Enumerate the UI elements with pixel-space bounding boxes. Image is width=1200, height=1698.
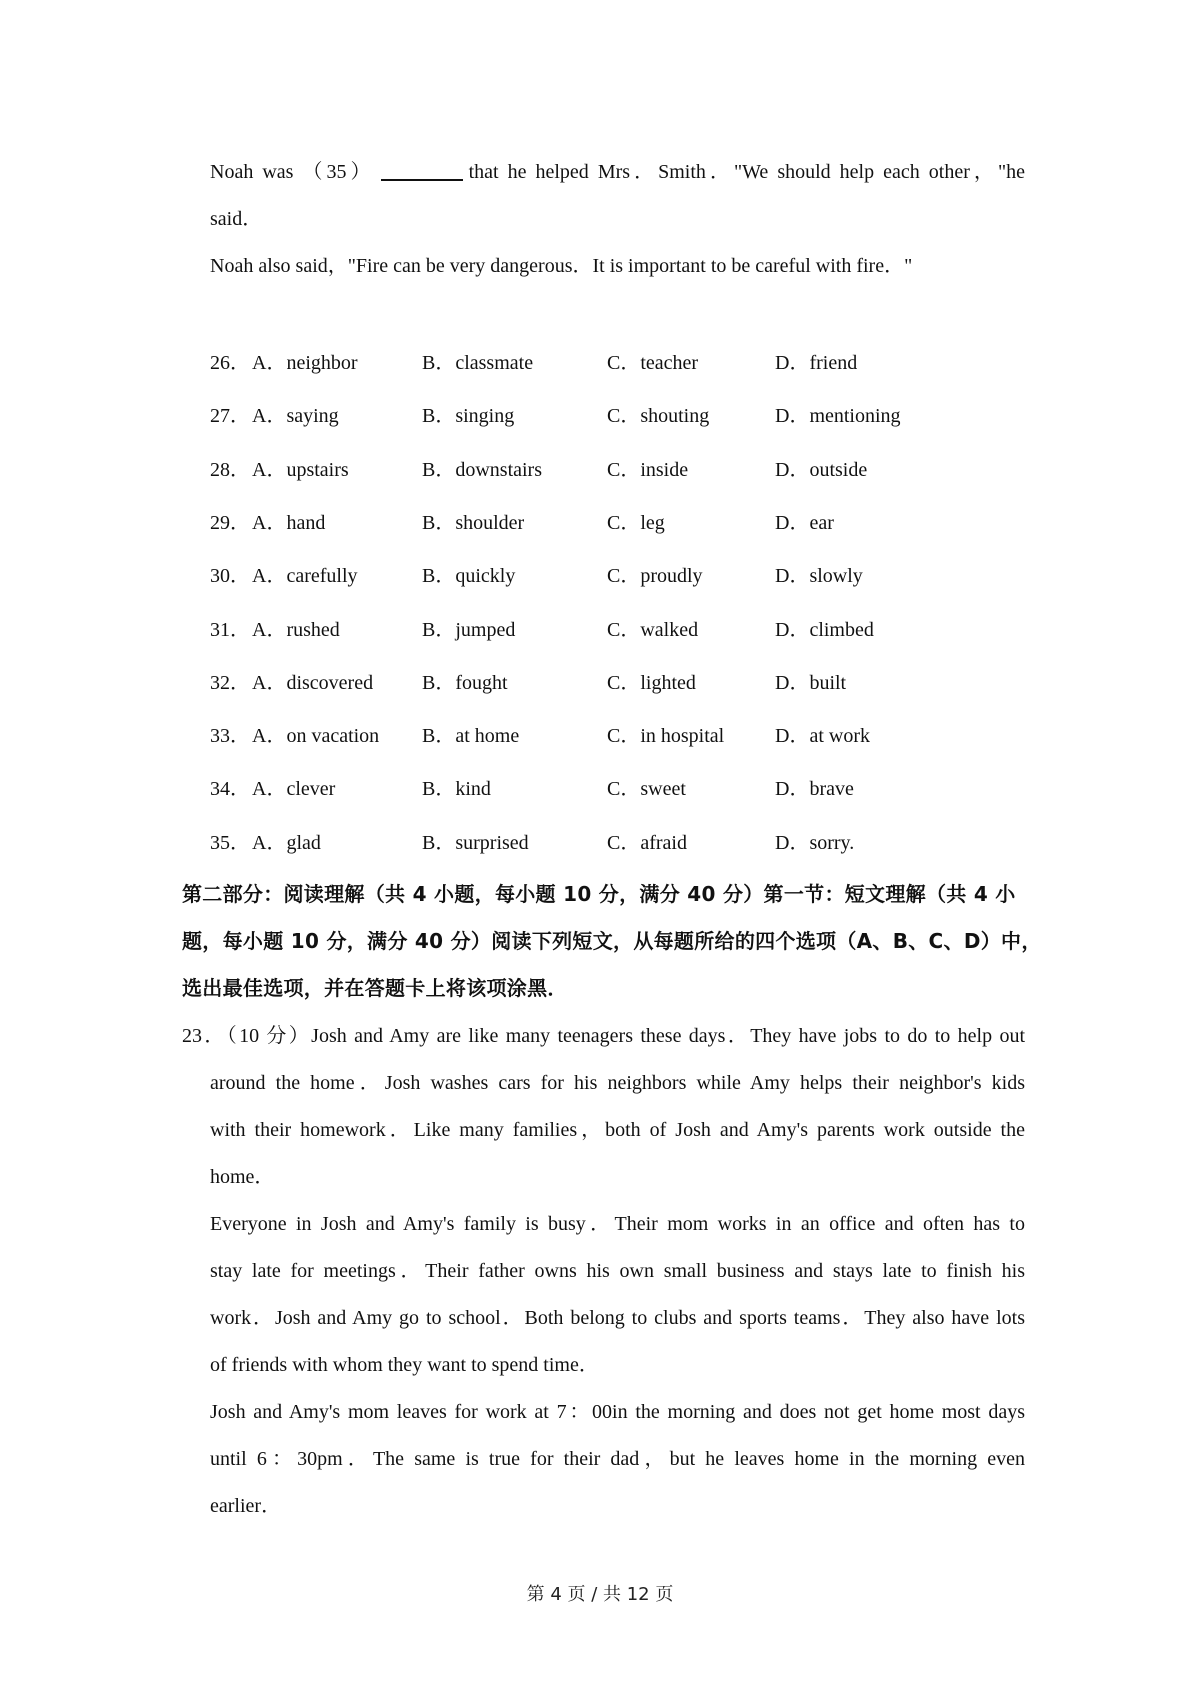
option-c: C．in hospital (607, 725, 725, 747)
option-a: A．clever (252, 778, 336, 800)
page-footer: 第 4 页 / 共 12 页 (526, 1584, 674, 1605)
option-d: D．slowly (775, 565, 863, 587)
option-b: B．downstairs (422, 459, 542, 481)
question-number: 29． (210, 512, 250, 534)
option-b: B．at home (422, 725, 520, 747)
option-d: D．mentioning (775, 405, 901, 427)
option-b: B．singing (422, 405, 515, 427)
option-a: A．hand (252, 512, 326, 534)
q23-line-11: earlier． (210, 1495, 282, 1517)
option-b: B．fought (422, 672, 508, 694)
option-a: A．upstairs (252, 459, 349, 481)
section-title-line-2: 题，每小题 10 分，满分 40 分）阅读下列短文，从每题所给的四个选项（A、B、C、D）中， (182, 929, 1042, 953)
question-number: 30． (210, 565, 250, 587)
answer-blank-35 (381, 161, 463, 181)
option-c: C．leg (607, 512, 665, 534)
option-c: C．sweet (607, 778, 686, 800)
passage-line-3: Noah also said，"Fire can be very dangerous．It is important to be careful with fire．" (210, 255, 913, 277)
option-c: C．proudly (607, 565, 703, 587)
q23-line-5: Everyone in Josh and Amy's family is busy．Their mom works in an office and often has to (210, 1213, 1025, 1235)
option-c: C．inside (607, 459, 689, 481)
option-c: C．lighted (607, 672, 696, 694)
passage-line-2: said． (210, 208, 263, 230)
question-number: 34． (210, 778, 250, 800)
passage-line-1-post: that he helped Mrs．Smith．"We should help each other，"he (468, 161, 1025, 183)
option-a: A．on vacation (252, 725, 380, 747)
option-a: A．glad (252, 832, 321, 854)
passage-line-1-pre: Noah was （35） (210, 161, 375, 183)
option-d: D．ear (775, 512, 834, 534)
q23-line-1: 23．（10 分）Josh and Amy are like many teenagers these days．They have jobs to do to help out (182, 1025, 1025, 1047)
question-number: 28． (210, 459, 250, 481)
option-c: C．walked (607, 619, 699, 641)
option-c: C．teacher (607, 352, 699, 374)
option-a: A．discovered (252, 672, 374, 694)
option-b: B．jumped (422, 619, 516, 641)
option-d: D．built (775, 672, 847, 694)
option-a: A．neighbor (252, 352, 358, 374)
section-title-line-3: 选出最佳选项，并在答题卡上将该项涂黑． (182, 976, 568, 1000)
q23-line-6: stay late for meetings．Their father owns his own small business and stays late to finish his (210, 1260, 1025, 1282)
q23-line-10: until 6：30pm．The same is true for their dad，but he leaves home in the morning even (210, 1448, 1025, 1470)
option-b: B．shoulder (422, 512, 525, 534)
option-d: D．at work (775, 725, 870, 747)
q23-line-9: Josh and Amy's mom leaves for work at 7：00in the morning and does not get home most days (210, 1401, 1025, 1423)
option-a: A．carefully (252, 565, 358, 587)
option-d: D．climbed (775, 619, 874, 641)
option-c: C．shouting (607, 405, 710, 427)
option-c: C．afraid (607, 832, 687, 854)
passage-line-1 (210, 160, 1025, 184)
option-d: D．brave (775, 778, 854, 800)
q23-line-7: work．Josh and Amy go to school．Both belong to clubs and sports teams．They also have lots (210, 1307, 1025, 1329)
question-number: 33． (210, 725, 250, 747)
option-d: D．outside (775, 459, 868, 481)
q23-line-4: home． (210, 1166, 275, 1188)
option-a: A．rushed (252, 619, 340, 641)
question-number: 27． (210, 405, 250, 427)
option-d: D．friend (775, 352, 858, 374)
question-number: 26． (210, 352, 250, 374)
option-d: D．sorry. (775, 832, 855, 854)
question-number: 31． (210, 619, 250, 641)
question-number: 32． (210, 672, 250, 694)
option-a: A．saying (252, 405, 339, 427)
q23-line-3: with their homework．Like many families，both of Josh and Amy's parents work outside the (210, 1119, 1025, 1141)
question-number: 35． (210, 832, 250, 854)
q23-line-8: of friends with whom they want to spend time． (210, 1354, 599, 1376)
option-b: B．quickly (422, 565, 516, 587)
q23-line-2: around the home．Josh washes cars for his neighbors while Amy helps their neighbor's kids (210, 1072, 1025, 1094)
section-title-line-1: 第二部分：阅读理解（共 4 小题，每小题 10 分，满分 40 分）第一节：短文理解（共 4 小 (182, 882, 1016, 906)
option-b: B．classmate (422, 352, 534, 374)
option-b: B．surprised (422, 832, 529, 854)
option-b: B．kind (422, 778, 491, 800)
